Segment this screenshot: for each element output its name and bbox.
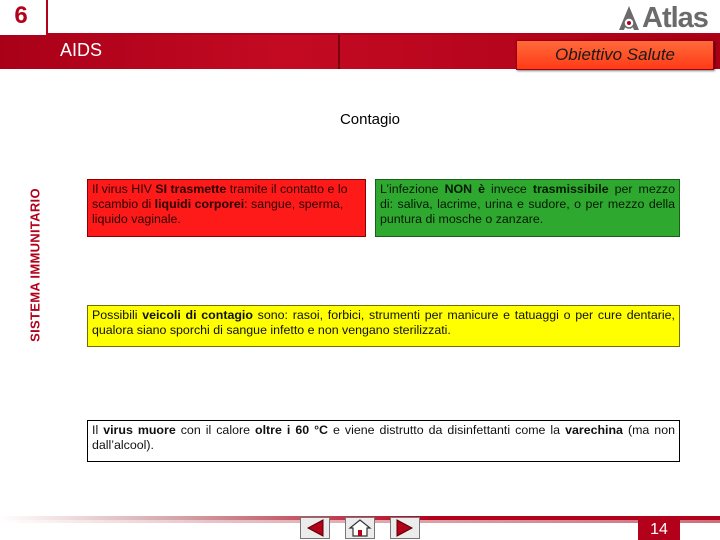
virus-death-box bbox=[87, 420, 680, 462]
text: e viene distrutto da disinfettanti come la bbox=[328, 423, 566, 437]
bold-text: oltre i 60 °C bbox=[255, 423, 329, 437]
bold-text: varechina bbox=[565, 423, 623, 437]
home-icon bbox=[346, 518, 374, 538]
bold-text: NON è bbox=[444, 182, 485, 196]
bold-text: liquidi corporei bbox=[154, 197, 245, 211]
text: Il bbox=[92, 423, 104, 437]
bold-text: SI trasmette bbox=[155, 182, 227, 196]
header-divider bbox=[338, 35, 340, 69]
text: Il virus HIV bbox=[92, 182, 156, 196]
home-button[interactable] bbox=[345, 517, 375, 539]
triangle-left-icon bbox=[301, 518, 329, 538]
page-number: 14 bbox=[638, 519, 680, 540]
bold-text: virus muore bbox=[103, 423, 176, 437]
atlas-logo-text: Atlas bbox=[642, 2, 708, 34]
side-label bbox=[22, 150, 48, 380]
triangle-right-icon bbox=[391, 518, 419, 538]
chapter-number-tab bbox=[0, 0, 48, 34]
bold-text: veicoli di contagio bbox=[142, 308, 253, 322]
text: (ma non dall’alcool). bbox=[92, 423, 675, 452]
obiettivo-salute-badge bbox=[516, 40, 714, 70]
bold-text: trasmissibile bbox=[532, 182, 609, 196]
text: invece bbox=[485, 182, 533, 196]
non-transmission-box bbox=[375, 179, 680, 237]
page-title: Contagio bbox=[339, 111, 401, 128]
atlas-logo-mark-icon bbox=[618, 5, 640, 31]
text: per mezzo di: saliva, lacrime, urina e sudore, o per mezzo della puntura di mosche o zanzare. bbox=[380, 182, 675, 226]
text: : sangue, sperma, liquido vaginale. bbox=[92, 197, 344, 226]
text: con il calore bbox=[175, 423, 255, 437]
chapter-number: 6 bbox=[14, 2, 28, 29]
text: Possibili bbox=[92, 308, 143, 322]
contagion-vehicles-box bbox=[87, 305, 680, 347]
side-label-text: SISTEMA IMMUNITARIO bbox=[27, 188, 43, 342]
transmission-box bbox=[87, 179, 366, 237]
obiettivo-salute-label: Obiettivo Salute bbox=[554, 45, 675, 64]
previous-button[interactable] bbox=[300, 517, 330, 539]
next-button[interactable] bbox=[390, 517, 420, 539]
text: tramite il contatto e lo scambio di bbox=[92, 182, 348, 211]
atlas-logo bbox=[618, 2, 718, 34]
text: sono: rasoi, forbici, strumenti per manicure e tatuaggi o per cure dentarie, qualora siano sporchi di sangue infetto e non vengano sterilizzati. bbox=[92, 308, 675, 337]
text: L’infezione bbox=[380, 182, 445, 196]
section-title: AIDS bbox=[60, 40, 103, 60]
